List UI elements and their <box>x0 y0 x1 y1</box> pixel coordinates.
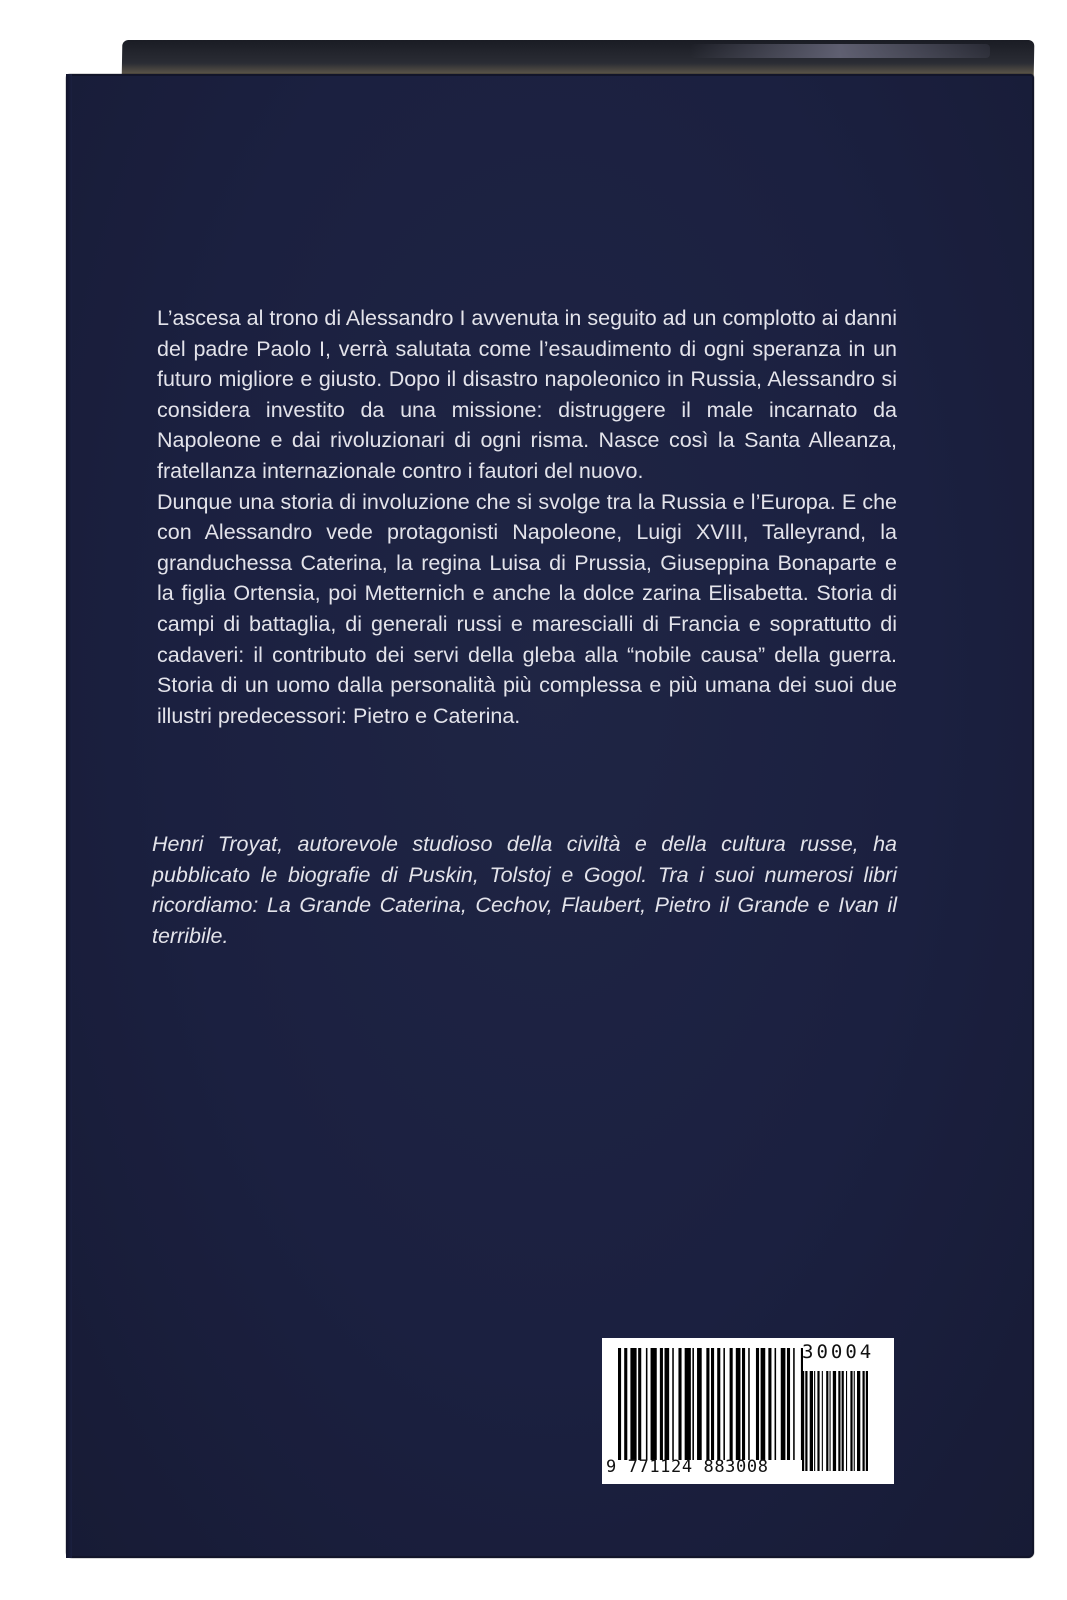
barcode-addon-bars <box>802 1371 880 1471</box>
barcode-bar <box>866 1371 868 1471</box>
barcode-bar <box>624 1348 627 1460</box>
barcode-bar <box>692 1348 694 1460</box>
barcode-bar <box>723 1348 725 1460</box>
barcode-bar <box>756 1348 759 1460</box>
barcode-bar <box>638 1348 641 1460</box>
barcode-bar <box>814 1371 815 1471</box>
barcode-bar <box>685 1348 691 1460</box>
barcode-bar <box>672 1348 674 1460</box>
barcode-bar <box>706 1348 709 1460</box>
barcode-bar <box>768 1348 771 1460</box>
barcode-number: 9 771124 883008 <box>606 1457 769 1477</box>
barcode-bar <box>850 1371 852 1471</box>
barcode-bar <box>618 1348 621 1460</box>
barcode-bar <box>761 1348 766 1460</box>
barcode-bar <box>842 1371 844 1471</box>
barcode-main-bars <box>618 1348 803 1460</box>
barcode-bar <box>748 1348 750 1460</box>
barcode-bar <box>805 1371 807 1471</box>
barcode-bar <box>665 1348 670 1460</box>
barcode-bar <box>711 1348 714 1460</box>
barcode-bar <box>678 1348 681 1460</box>
author-bio-text: Henri Troyat, autorevole studioso della civiltà e della cultura russe, ha pubblicato le biografie di Puskin, Tolstoj e Gogol. Tra i suoi numerosi libri ricordiamo: La Grande Caterina, Cechov, Flaubert, Pietro il Grande e Ivan il terribile. <box>152 832 897 948</box>
barcode-bar <box>646 1348 648 1460</box>
barcode-bar <box>826 1371 828 1471</box>
cover-spine-edge <box>66 74 72 1558</box>
barcode-bar <box>802 1371 804 1471</box>
barcode-bar <box>830 1371 831 1471</box>
barcode-bar <box>736 1348 741 1460</box>
barcode-bar <box>787 1348 790 1460</box>
barcode-bar <box>660 1348 663 1460</box>
barcode-bar <box>730 1348 733 1460</box>
barcode-bar <box>817 1371 819 1471</box>
barcode-bar <box>793 1348 795 1460</box>
blurb-text <box>157 303 897 731</box>
barcode-bar <box>838 1371 840 1471</box>
barcode-bar <box>810 1371 813 1471</box>
barcode-addon-number: 30004 <box>802 1341 875 1363</box>
barcode-bar <box>857 1371 860 1471</box>
barcode-bar <box>822 1371 823 1471</box>
barcode-bar <box>775 1348 777 1460</box>
author-bio <box>152 829 897 951</box>
barcode-bar <box>697 1348 702 1460</box>
barcode-bar <box>854 1371 855 1471</box>
barcode-bar <box>717 1348 720 1460</box>
blurb-paragraph-1: L’ascesa al trono di Alessandro I avvenuta in seguito ad un complotto ai danni del padre Paolo I, verrà salutata come l’esaudimento di ogni speranza in un futuro migliore e giusto. Dopo il disastro napoleonico in Russia, Alessandro si considera investito da una missione: distruggere il male incarnato da Napoleone e dai rivoluzionari di ogni risma. Nasce così la Santa Alleanza, fratellanza internazionale contro i fautori del nuovo. <box>157 306 897 483</box>
blurb-paragraph-2: Dunque una storia di involuzione che si svolge tra la Russia e l’Europa. E che con Alessandro vede protagonisti Napoleone, Luigi XVIII, Talleyrand, la granduchessa Caterina, la regina Luisa di Prussia, Giuseppina Bonaparte e la figlia Ortensia, poi Metternich e anche la dolce zarina Elisabetta. Storia di campi di battaglia, di generali russi e marescialli di Francia e soprattutto di cadaveri: il contributo dei servi della gleba alla “nobile causa” della guerra. Storia di un uomo dalla personalità più complessa e più umana dei suoi due illustri predecessori: Pietro e Caterina. <box>157 489 897 728</box>
barcode-bar <box>781 1348 786 1460</box>
barcode-bar <box>863 1371 865 1471</box>
barcode-bar <box>846 1371 847 1471</box>
cover-panel <box>66 74 1034 1558</box>
barcode-label <box>602 1338 894 1484</box>
barcode-bar <box>651 1348 657 1460</box>
barcode-bar <box>630 1348 636 1460</box>
book-top-edge-highlight <box>690 44 990 58</box>
barcode-bar <box>742 1348 745 1460</box>
barcode-bar <box>833 1371 836 1471</box>
